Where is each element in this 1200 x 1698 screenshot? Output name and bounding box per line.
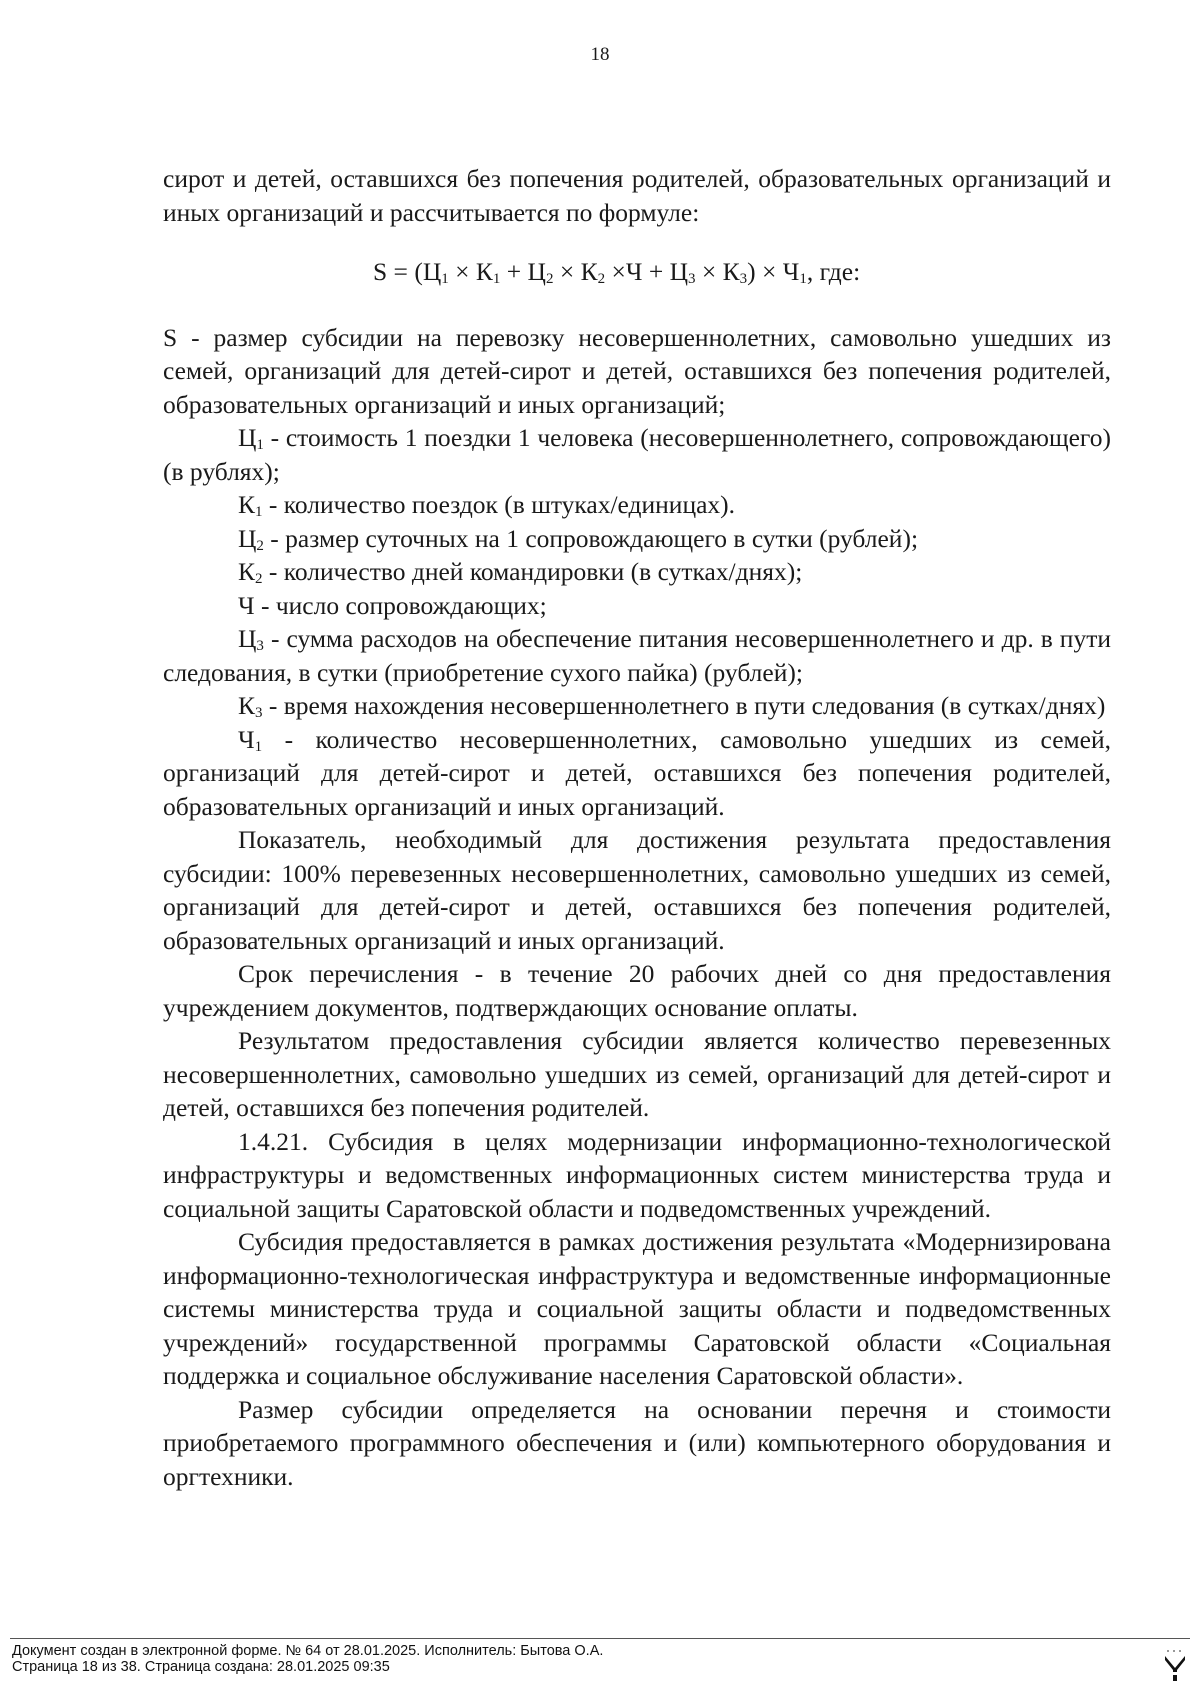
definition-c3: $Ц_3$ - сумма расходов на обеспечение питания несовершеннолетнего и др. в пути следования, в сутки (приобретение сухого пайка) (рублей); [163, 624, 1111, 687]
definition-ch1: $Ч_1$ - количество несовершеннолетних, самовольно ушедших из семей, организаций для детей-сирот и детей, оставшихся без попечения родителей, образовательных организаций и иных организаций. [163, 724, 1111, 821]
result-paragraph: Результатом предоставления субсидии является количество перевезенных несовершеннолетних, самовольно ушедших из семей, организаций для детей-сирот и детей, оставшихся без попечения родителей. [163, 1026, 1111, 1122]
definition-c2: $Ц_2$ - размер суточных на 1 сопровождающего в сутки (рублей); [238, 523, 919, 554]
definition-k2: $К_2$ - количество дней командировки (в сутках/днях); [238, 557, 803, 587]
definition-ch: Ч - число сопровождающих; [238, 590, 547, 620]
footer-line-2: Страница 18 из 38. Страница создана: 28.01.2025 09:35 [12, 1659, 390, 1675]
document-body [163, 162, 1111, 1493]
section-1-4-21-heading: 1.4.21. Субсидия в целях модернизации информационно-технологической инфраструктуры и ведомственных информационных систем министерства труда и социальной защиты Саратовской области и подведомственных учреждений. [163, 1126, 1111, 1223]
definition-k3: $К_3$ - время нахождения несовершеннолетнего в пути следования (в сутках/днях) [238, 691, 1106, 721]
definition-s: S - размер субсидии на перевозку несовершеннолетних, самовольно ушедших из семей, организаций для детей-сирот и детей, оставшихся без попечения родителей, образовательных организаций и иных организаций; [163, 322, 1111, 419]
subsidy-amount-paragraph: Размер субсидии определяется на основании перечня и стоимости приобретаемого программного обеспечения и (или) компьютерного оборудования и оргтехники. [163, 1394, 1111, 1491]
subsidy-formula: $S = (Ц_1 \times К_1 + Ц_2 \times К_2 \times Ч + Ц_3 \times К_3) \times Ч_1$, где: [373, 257, 861, 287]
definition-c1: $Ц_1$ - стоимость 1 поездки 1 человека (несовершеннолетнего, сопровождающего) (в рублях); [163, 423, 1111, 486]
indicator-paragraph: Показатель, необходимый для достижения результата предоставления субсидии: 100% перевезенных несовершеннолетних, самовольно ушедших из семей, организаций для детей-сирот и детей, оставшихся без попечения родителей, образовательных организаций и иных организаций. [163, 825, 1111, 955]
emblem-icon [1164, 1650, 1186, 1682]
footer-divider [10, 1638, 1190, 1639]
definition-k1: $К_1$ - количество поездок (в штуках/единицах). [238, 490, 736, 520]
document-footer [12, 1643, 603, 1675]
page-number: 18 [590, 44, 610, 65]
intro-paragraph: сирот и детей, оставшихся без попечения родителей, образовательных организаций и иных организаций и рассчитывается по формуле: [163, 164, 1111, 227]
footer-line-1: Документ создан в электронной форме. № 64 от 28.01.2025. Исполнитель: Бытова О.А. [12, 1643, 604, 1659]
transfer-term-paragraph: Срок перечисления - в течение 20 рабочих дней со дня предоставления учреждением документов, подтверждающих основание оплаты. [163, 959, 1111, 1022]
subsidy-provided-paragraph: Субсидия предоставляется в рамках достижения результата «Модернизирована информационно-технологическая инфраструктура и ведомственные информационные системы министерства труда и социальной защиты области и подведомственных учреждений» государственной программы Саратовской области «Социальная поддержка и социальное обслуживание населения Саратовской области». [163, 1227, 1111, 1390]
